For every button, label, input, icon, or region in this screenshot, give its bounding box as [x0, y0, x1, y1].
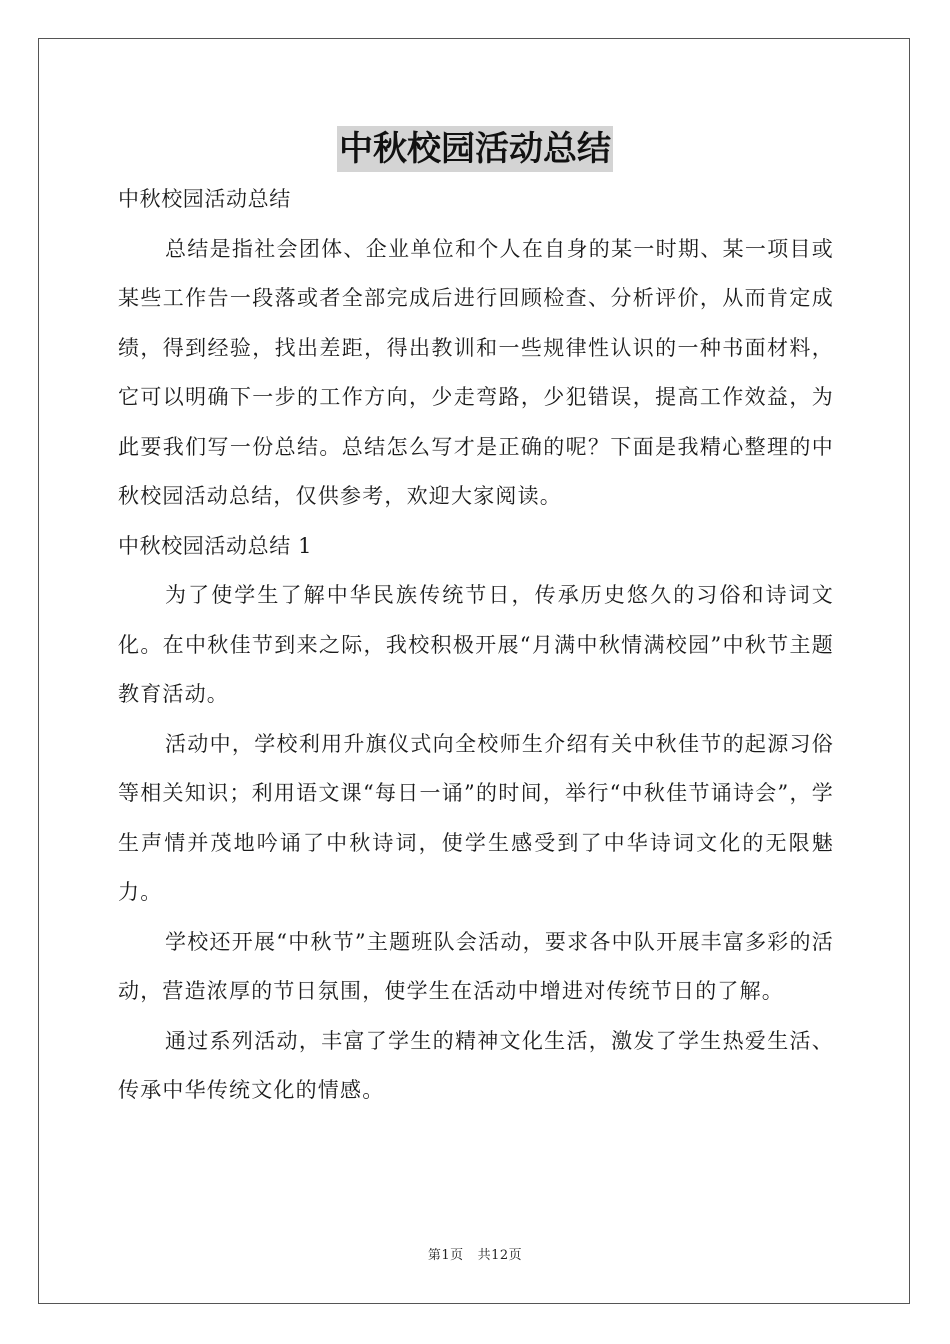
document-body	[118, 175, 834, 1116]
page-total: 共12页	[477, 1248, 523, 1263]
page-footer	[0, 1244, 950, 1263]
intro-paragraph: 总结是指社会团体、企业单位和个人在自身的某一时期、某一项目或某些工作告一段落或者全部完成后进行回顾检查、分析评价，从而肯定成绩，得到经验，找出差距，得出教训和一些规律性认识的一种书面材料，它可以明确下一步的工作方向，少走弯路，少犯错误，提高工作效益，为此要我们写一份总结。总结怎么写才是正确的呢？下面是我精心整理的中秋校园活动总结，仅供参考，欢迎大家阅读。	[118, 236, 834, 508]
intro-heading: 中秋校园活动总结	[118, 187, 291, 211]
body-paragraph: 通过系列活动，丰富了学生的精神文化生活，激发了学生热爱生活、传承中华传统文化的情感。	[118, 1028, 834, 1102]
body-paragraph: 活动中，学校利用升旗仪式向全校师生介绍有关中秋佳节的起源习俗等相关知识；利用语文课“每日一诵”的时间，举行“中秋佳节诵诗会”，学生声情并茂地吟诵了中秋诗词，使学生感受到了中华诗词文化的无限魅力。	[118, 731, 834, 904]
body-paragraph: 为了使学生了解中华民族传统节日，传承历史悠久的习俗和诗词文化。在中秋佳节到来之际，我校积极开展“月满中秋情满校园”中秋节主题教育活动。	[118, 583, 834, 706]
document-title: 中秋校园活动总结	[337, 126, 613, 172]
page-number: 第1页	[427, 1248, 464, 1263]
body-paragraph: 学校还开展“中秋节”主题班队会活动，要求各中队开展丰富多彩的活动，营造浓厚的节日氛围，使学生在活动中增进对传统节日的了解。	[118, 929, 834, 1003]
document-title-row	[0, 126, 950, 172]
section-heading-1: 中秋校园活动总结 1	[118, 533, 313, 558]
